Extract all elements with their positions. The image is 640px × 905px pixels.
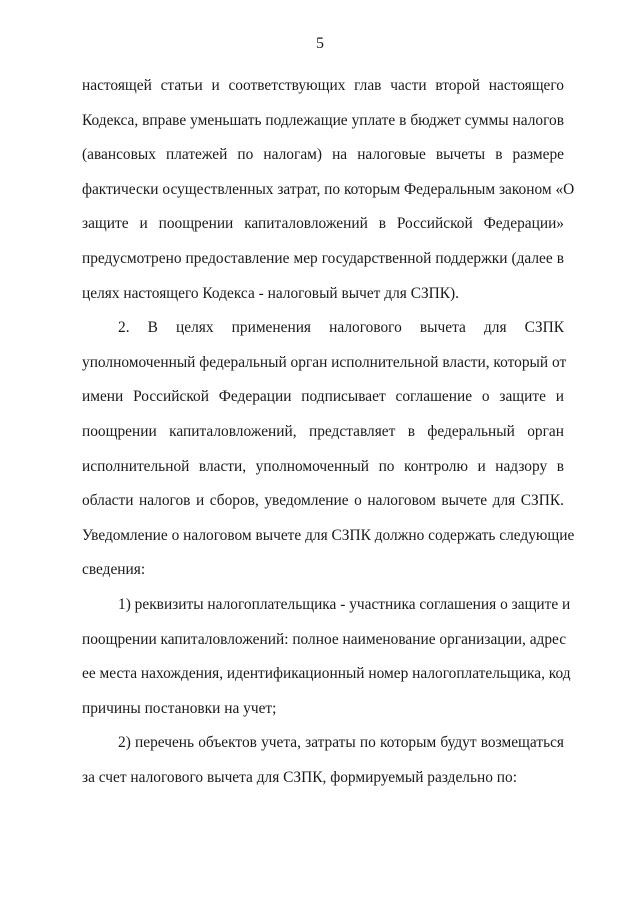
page-number: 5: [316, 35, 324, 52]
text-line: 1) реквизиты налогоплательщика - участника соглашения о защите и: [118, 595, 571, 613]
text-line: Кодекса, вправе уменьшать подлежащие уплате в бюджет суммы налогов: [82, 111, 564, 129]
text-line: предусмотрено предоставление мер государственной поддержки (далее в: [82, 249, 564, 267]
text-line: ее места нахождения, идентификационный номер налогоплательщика, код: [82, 665, 571, 683]
text-line: (авансовых платежей по налогам) на налоговые вычеты в размере: [82, 146, 564, 164]
text-line: имени Российской Федерации подписывает соглашение о защите и: [82, 388, 564, 406]
paragraph-continuation: [82, 69, 575, 311]
text-line: сведения:: [82, 561, 146, 579]
text-line: целях настоящего Кодекса - налоговый вычет для СЗПК).: [82, 284, 460, 302]
text-line: исполнительной власти, уполномоченный по контролю и надзору в: [82, 457, 564, 475]
text-line: настоящей статьи и соответствующих глав части второй настоящего: [82, 77, 564, 94]
paragraph-subitem-1: [82, 588, 571, 726]
text-line: 2. В целях применения налогового вычета для СЗПК: [118, 319, 564, 337]
text-line: защите и поощрении капиталовложений в Российской Федерации»: [82, 215, 564, 233]
paragraph-subitem-2: [82, 726, 564, 795]
document-body: [82, 69, 575, 795]
text-line: причины постановки на учет;: [82, 699, 277, 717]
text-line: области налогов и сборов, уведомление о налоговом вычете для СЗПК.: [82, 492, 564, 510]
text-line: 2) перечень объектов учета, затраты по которым будут возмещаться: [118, 734, 564, 752]
text-line: за счет налогового вычета для СЗПК, формируемый раздельно по:: [82, 768, 517, 786]
text-line: Уведомление о налоговом вычете для СЗПК должно содержать следующие: [82, 526, 575, 544]
text-line: поощрении капиталовложений, представляет в федеральный орган: [82, 422, 564, 440]
text-line: уполномоченный федеральный орган исполнительной власти, который от: [82, 353, 567, 371]
paragraph-item-2: [82, 311, 575, 588]
text-line: поощрении капиталовложений: полное наименование организации, адрес: [82, 630, 567, 648]
text-line: фактически осуществленных затрат, по которым Федеральным законом «О: [82, 180, 575, 198]
